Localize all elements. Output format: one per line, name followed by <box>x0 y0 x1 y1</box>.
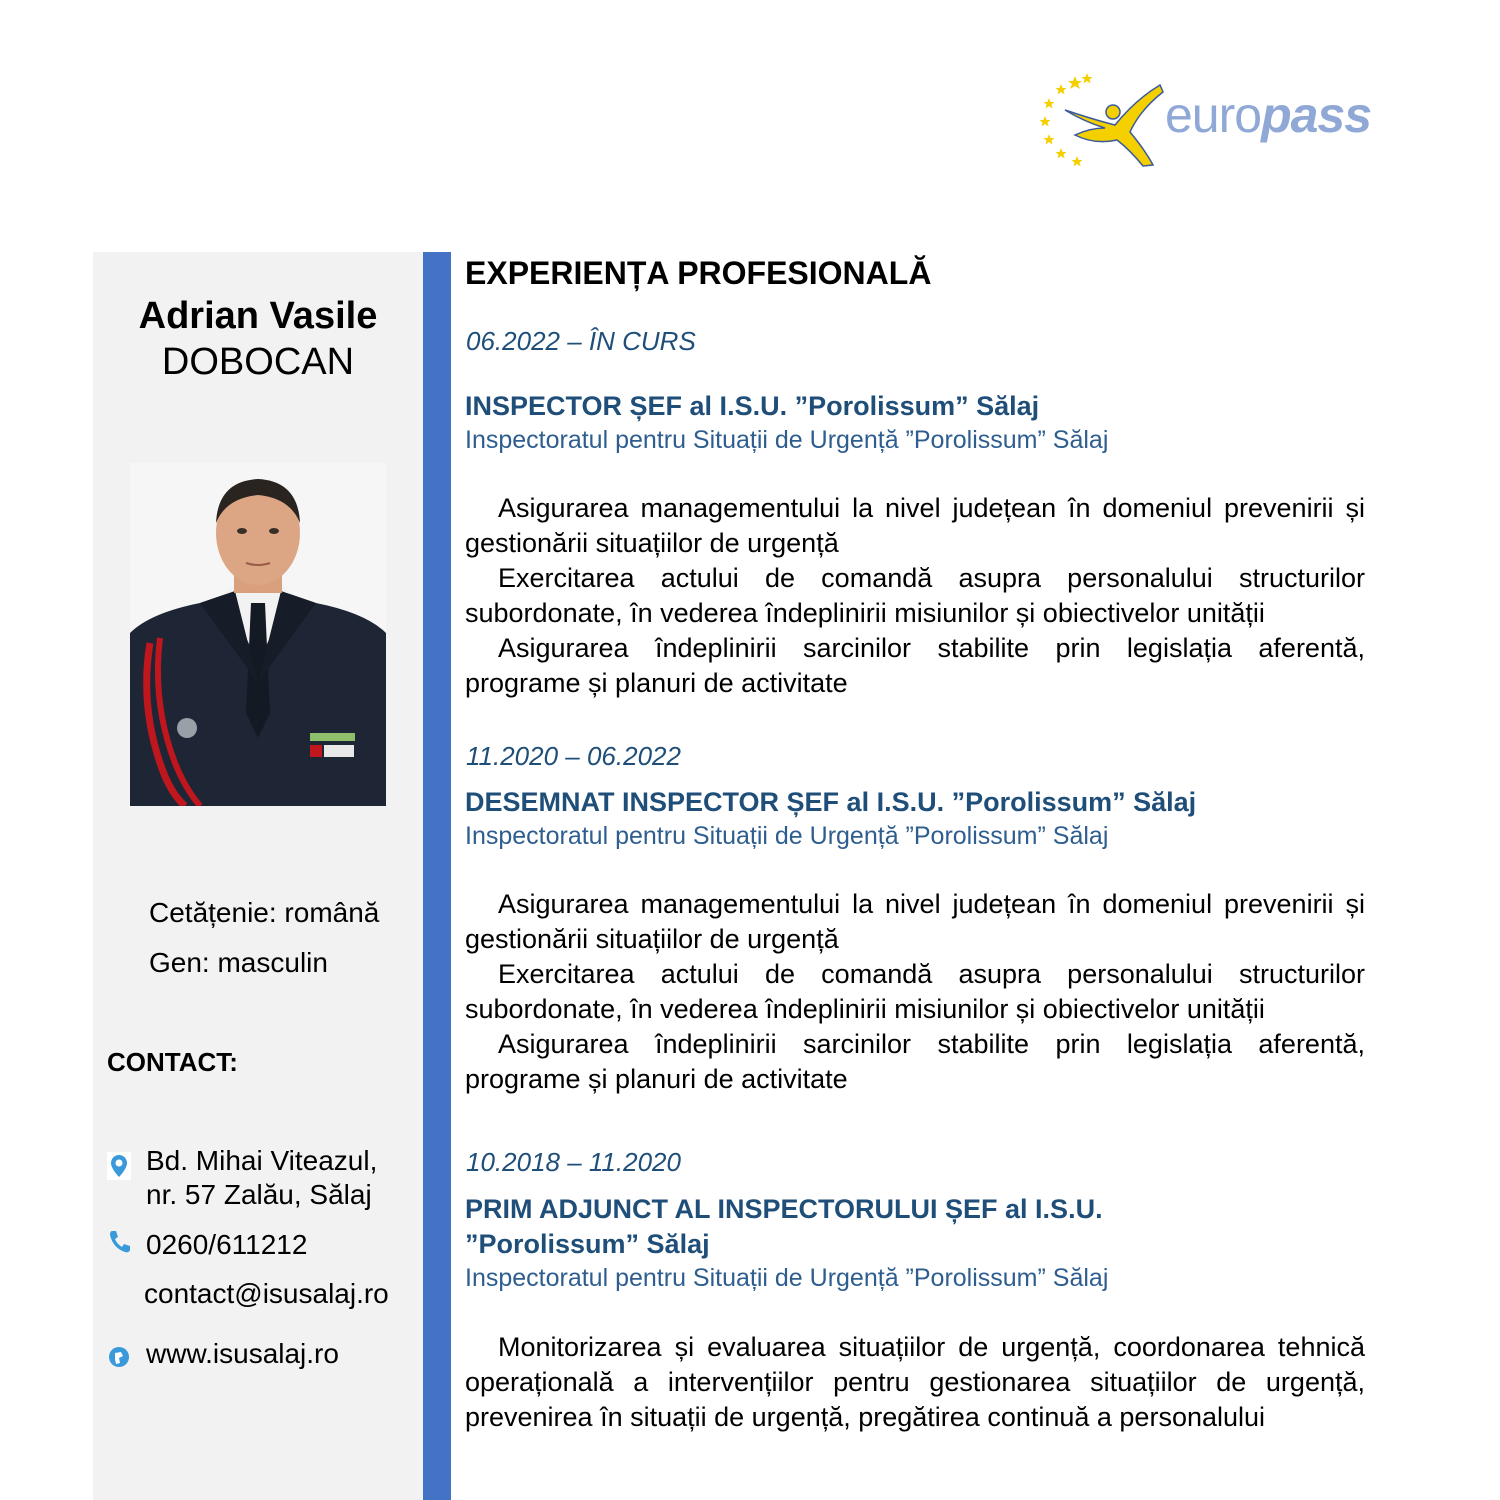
profile-photo <box>130 463 386 806</box>
job-period: 06.2022 – ÎN CURS <box>466 326 696 356</box>
job-employer: Inspectoratul pentru Situații de Urgență ”Porolissum” Sălaj <box>465 426 1109 454</box>
address-line-2: nr. 57 Zalău, Sălaj <box>146 1179 372 1210</box>
job-title: DESEMNAT INSPECTOR ȘEF al I.S.U. ”Porolissum” Sălaj <box>465 787 1197 817</box>
job-description <box>465 491 1365 701</box>
first-name: Adrian Vasile <box>138 295 378 337</box>
job-title <box>465 1192 1365 1262</box>
contact-heading: CONTACT: <box>107 1047 238 1077</box>
job-employer: Inspectoratul pentru Situații de Urgență ”Porolissum” Sălaj <box>465 822 1109 850</box>
last-name: DOBOCAN <box>161 341 355 383</box>
description-paragraph: Monitorizarea și evaluarea situațiilor de urgență, coordonarea tehnică operațională a intervențiilor pentru gestionarea situațiilor de urgență, prevenirea în situații de urgență, pregătirea continuă a personalului <box>465 1332 1365 1432</box>
sidebar <box>93 252 423 1500</box>
address-line-1: Bd. Mihai Viteazul, <box>146 1145 378 1176</box>
job-employer: Inspectoratul pentru Situații de Urgență ”Porolissum” Sălaj <box>465 1264 1109 1292</box>
description-paragraph: Asigurarea managementului la nivel județean în domeniul prevenirii și gestionării situațiilor de urgență <box>465 493 1365 558</box>
job-title-line-2: ”Porolissum” Sălaj <box>465 1229 710 1259</box>
job-title-line-1: PRIM ADJUNCT AL INSPECTORULUI ȘEF al I.S.U. <box>465 1194 1103 1224</box>
europass-logo <box>1035 70 1370 170</box>
globe-icon <box>107 1343 131 1371</box>
job-description <box>465 1330 1365 1435</box>
accent-bar <box>423 252 451 1500</box>
description-paragraph: Asigurarea managementului la nivel județean în domeniul prevenirii și gestionării situațiilor de urgență <box>465 889 1365 954</box>
europass-star-figure-icon <box>1035 70 1175 170</box>
job-period: 11.2020 – 06.2022 <box>466 741 681 771</box>
section-title: EXPERIENȚA PROFESIONALĂ <box>465 255 932 291</box>
logo-text-pass: pass <box>1261 87 1372 143</box>
description-paragraph: Asigurarea îndeplinirii sarcinilor stabilite prin legislația aferentă, programe și planuri de activitate <box>465 1029 1365 1094</box>
job-title: INSPECTOR ȘEF al I.S.U. ”Porolissum” Sălaj <box>465 391 1040 421</box>
phone-number[interactable]: 0260/611212 <box>146 1229 308 1260</box>
description-paragraph: Exercitarea actului de comandă asupra personalului structurilor subordonate, în vederea îndeplinirii misiunilor și obiectivelor unității <box>465 959 1365 1024</box>
phone-icon <box>107 1227 131 1255</box>
gender: Gen: masculin <box>149 947 328 978</box>
description-paragraph: Asigurarea îndeplinirii sarcinilor stabilite prin legislația aferentă, programe și planuri de activitate <box>465 633 1365 698</box>
location-pin-icon <box>107 1152 131 1180</box>
logo-text-euro: euro <box>1165 87 1262 143</box>
job-period: 10.2018 – 11.2020 <box>466 1147 681 1177</box>
description-paragraph: Exercitarea actului de comandă asupra personalului structurilor subordonate, în vederea îndeplinirii misiunilor și obiectivelor unității <box>465 563 1365 628</box>
citizenship: Cetățenie: română <box>149 897 380 928</box>
email-address[interactable]: contact@isusalaj.ro <box>144 1278 389 1309</box>
job-description <box>465 887 1365 1097</box>
website-link[interactable]: www.isusalaj.ro <box>146 1338 339 1369</box>
